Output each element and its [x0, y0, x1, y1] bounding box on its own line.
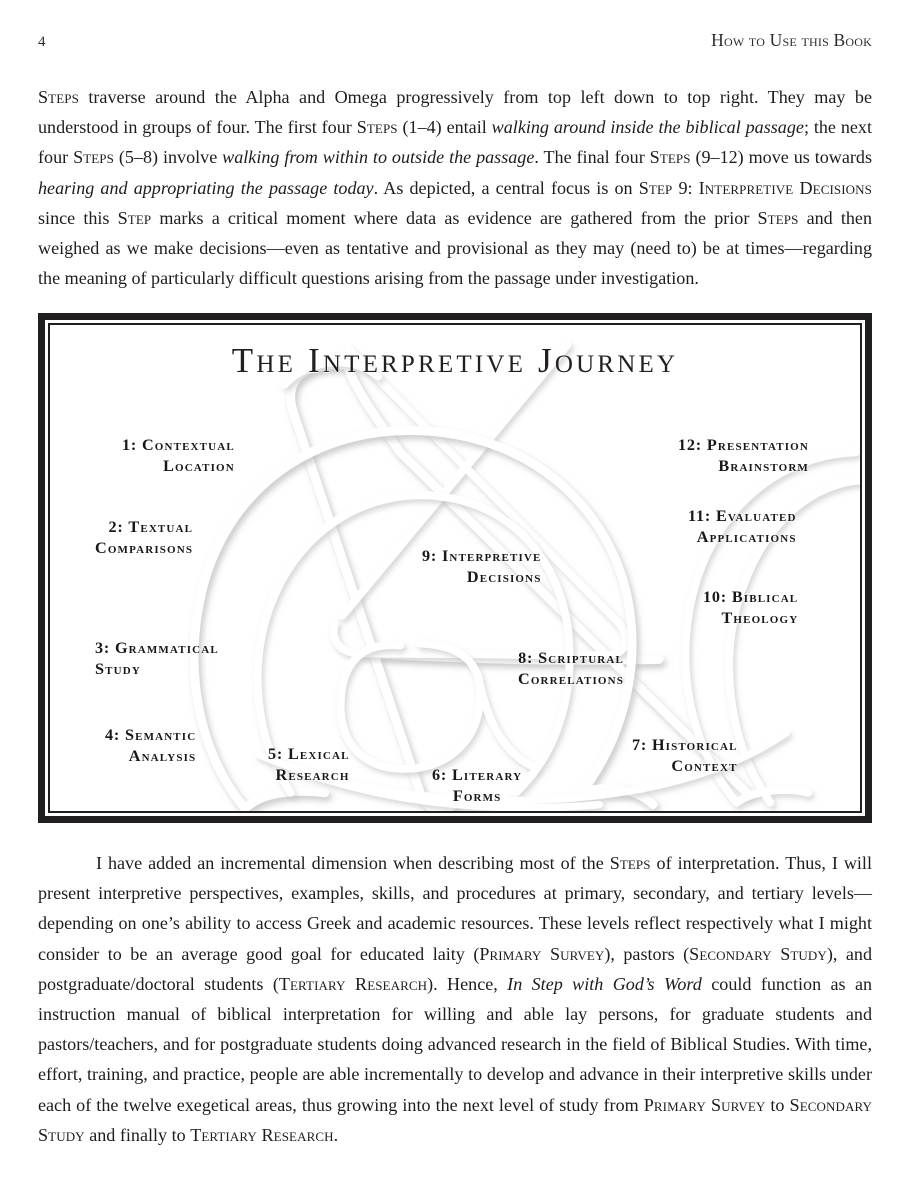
running-head [38, 30, 872, 52]
small-caps-run: Steps [757, 207, 799, 228]
italic-run: walking from within to outside the passage [222, 147, 535, 168]
step-number: 9: [422, 547, 442, 565]
step-label-line-1 [632, 735, 738, 756]
step-title-line-1: Literary [451, 766, 523, 784]
text-run: (5–8) involve [113, 147, 223, 168]
step-label-12 [678, 435, 809, 477]
step-number: 8: [518, 649, 539, 667]
step-label-line-1 [432, 765, 522, 786]
step-number: 10: [703, 588, 732, 606]
small-caps-run: Step [638, 177, 673, 198]
step-title-line-2: Comparisons [95, 539, 194, 557]
text-run: since this [38, 207, 118, 228]
small-caps-run: Steps [609, 853, 651, 873]
step-title-line-1: Lexical [287, 745, 350, 763]
text-run: ), pastors ( [604, 943, 690, 964]
step-label-2 [95, 517, 193, 559]
step-number: 3: [95, 639, 115, 657]
step-label-line-1 [678, 435, 809, 456]
text-run: . [333, 1124, 339, 1145]
text-run: (9–12) move us towards [690, 147, 872, 168]
step-number: 1: [122, 436, 142, 454]
running-head-title: How to Use this Book [711, 30, 872, 50]
text-run: (1–4) entail [397, 117, 492, 138]
step-label-line-1 [105, 725, 196, 746]
step-label-line-1 [122, 435, 235, 456]
step-label-7 [632, 735, 738, 777]
small-caps-run: Step [117, 207, 152, 228]
small-caps-run: Secondary Study [689, 943, 827, 964]
paragraph-2 [38, 848, 872, 1150]
step-label-3 [95, 638, 219, 680]
step-title-line-1: Textual [128, 518, 194, 536]
step-title-line-1: Semantic [124, 726, 197, 744]
step-label-line-1 [268, 744, 350, 765]
step-label-line-1 [518, 648, 624, 669]
step-title-line-1: Evaluated [715, 507, 797, 525]
step-label-4 [105, 725, 196, 767]
small-caps-run: Tertiary Research [190, 1124, 334, 1145]
paragraph-block-1 [38, 82, 872, 293]
text-run: . As depicted, a central focus is on [373, 177, 639, 198]
paragraph-1 [38, 82, 872, 293]
paragraph-block-2 [38, 848, 872, 1150]
small-caps-run: Steps [356, 117, 398, 138]
text-run: traverse around the Alpha and Omega progressively from top left down to top right. They may be understood in groups of four. The first four [38, 87, 872, 138]
step-title-line-2: Context [671, 757, 738, 775]
italic-run: In Step with God’s Word [507, 973, 702, 994]
small-caps-run: Steps [73, 147, 114, 168]
step-title-line-1: Contextual [141, 436, 235, 454]
step-label-10 [703, 587, 798, 629]
text-run: marks a critical moment where data as evidence are gathered from the prior [151, 207, 758, 228]
step-label-1 [122, 435, 235, 477]
text-run: 9: [672, 177, 699, 198]
step-title-line-2: Theology [721, 609, 799, 627]
step-label-line-1 [422, 546, 542, 567]
step-number: 11: [688, 507, 716, 525]
step-title-line-1: Presentation [706, 436, 809, 454]
text-run: ), and postgraduate/doctoral students ( [38, 943, 873, 994]
step-number: 4: [105, 726, 125, 744]
step-number: 7: [632, 736, 652, 754]
step-title-line-2: Location [163, 457, 235, 475]
step-title-line-1: Historical [651, 736, 738, 754]
step-label-line-1 [703, 587, 798, 608]
step-title-line-2: Decisions [466, 568, 542, 586]
figure-inner-frame [48, 323, 862, 813]
small-caps-run: Primary Survey [643, 1094, 766, 1115]
step-title-line-2: Research [275, 766, 350, 784]
step-label-line-1 [95, 638, 219, 659]
text-run: ; the next four [38, 117, 873, 168]
interpretive-journey-figure [38, 313, 872, 823]
step-label-line-1 [688, 506, 797, 527]
step-title-line-2: Applications [696, 528, 797, 546]
step-title-line-1: Interpretive [441, 547, 542, 565]
text-run: I have added an incremental dimension when describing most of the [96, 853, 610, 873]
figure-title: The Interpretive Journey [231, 341, 679, 380]
step-label-5 [268, 744, 350, 786]
step-number: 6: [432, 766, 452, 784]
text-run: ). Hence, [427, 973, 508, 994]
step-title-line-1: Biblical [731, 588, 799, 606]
italic-run: walking around inside the biblical passage [491, 117, 804, 138]
step-title-line-2: Study [95, 660, 141, 678]
text-run: could function as an instruction manual of biblical interpretation for willing and able lay persons, for graduate students and pastors/teachers, and for postgraduate students doing advanced research in the field of Biblical Studies. With time, effort, training, and practice, people are able incrementally to develop and advance in their interpretive skills under each of the twelve exegetical areas, thus growing into the next level of study from [38, 973, 873, 1115]
text-run: . The final four [534, 147, 650, 168]
step-label-line-1 [95, 517, 193, 538]
step-number: 5: [268, 745, 288, 763]
step-title-line-1: Scriptural [538, 649, 624, 667]
step-label-9 [422, 546, 542, 588]
page-number: 4 [38, 34, 46, 50]
step-title-line-2: Forms [452, 787, 502, 805]
text-run: to [765, 1094, 790, 1115]
step-title-line-2: Analysis [128, 747, 197, 765]
small-caps-run: Steps [38, 87, 79, 107]
italic-run: hearing and appropriating the passage today [38, 177, 374, 198]
step-title-line-2: Correlations [518, 670, 624, 688]
text-run: and finally to [84, 1124, 191, 1145]
step-number: 2: [108, 518, 129, 536]
step-label-8 [518, 648, 624, 690]
small-caps-run: Tertiary Research [278, 973, 428, 994]
small-caps-run: Steps [649, 147, 691, 168]
text-run: and then weighed as we make decisions—even as tentative and provisional as they may (need to) be at times—regarding the meaning of particularly difficult questions arising from the passage under investigation. [38, 207, 872, 289]
step-label-11 [688, 506, 797, 548]
small-caps-run: Primary Survey [479, 943, 605, 964]
step-label-6 [432, 765, 522, 807]
small-caps-run: Secondary Study [38, 1094, 873, 1145]
step-title-line-2: Brainstorm [718, 457, 809, 475]
small-caps-run: Interpretive Decisions [698, 177, 872, 198]
text-run: of interpretation. Thus, I will present interpretive perspectives, examples, skills, and procedures at primary, secondary, and tertiary levels—depending on one’s ability to access Greek and academic resources. These levels reflect respectively what I might consider to be an average good goal for educated laity ( [38, 853, 872, 964]
step-title-line-1: Grammatical [114, 639, 219, 657]
step-number: 12: [678, 436, 707, 454]
